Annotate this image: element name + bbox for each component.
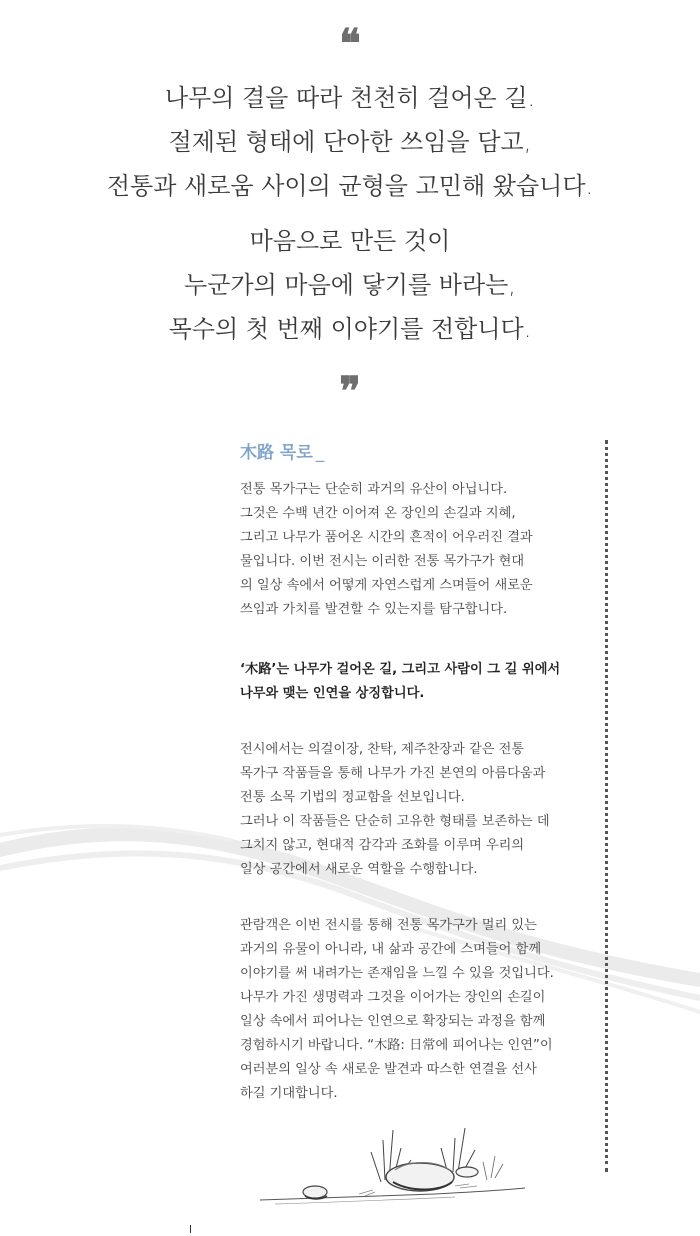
- poem-line: 전통과 새로움 사이의 균형을 고민해 왔습니다.: [106, 172, 594, 200]
- vertical-dotted-divider: [605, 440, 608, 1172]
- stones-and-grass-illustration: [255, 1120, 530, 1210]
- poem-stanza-2: [0, 219, 700, 351]
- poem-line: 마음으로 만든 것이: [249, 227, 451, 255]
- poem-stanza-1: [0, 76, 700, 208]
- paragraph-1: [240, 478, 560, 622]
- paragraph-line: 그러나 이 작품들은 단순히 고유한 형태를 보존하는 데: [240, 814, 550, 829]
- paragraph-line: 일상 공간에서 새로운 역할을 수행합니다.: [240, 862, 478, 877]
- poem-line: 절제된 형태에 단아한 쓰임을 담고,: [168, 128, 532, 156]
- poem-line: 나무의 결을 따라 천천히 걸어온 길.: [164, 84, 536, 112]
- paragraph-line: 과거의 유물이 아니라, 내 삶과 공간에 스며들어 함께: [240, 942, 542, 957]
- paragraph-line: 이야기를 써 내려가는 존재임을 느낄 수 있을 것입니다.: [240, 966, 554, 981]
- closing-quote-icon: ❞: [339, 368, 361, 415]
- page-tick-mark: [190, 1225, 191, 1233]
- paragraph-4: [240, 914, 560, 1106]
- paragraph-line: ‘木路’는 나무가 걸어온 길, 그리고 사람이 그 길 위에서: [240, 662, 561, 677]
- paragraph-line: 일상 속에서 피어나는 인연으로 확장되는 과정을 함께: [240, 1014, 546, 1029]
- paragraph-line: 여러분의 일상 속 새로운 발견과 따스한 연결을 선사: [240, 1062, 537, 1077]
- paragraph-line: 나무가 가진 생명력과 그것을 이어가는 장인의 손길이: [240, 990, 546, 1005]
- paragraph-line: 그리고 나무가 품어온 시간의 흔적이 어우러진 결과: [240, 530, 533, 545]
- paragraph-line: 쓰임과 가치를 발견할 수 있는지를 탐구합니다.: [240, 602, 508, 617]
- paragraph-line: 전통 소목 기법의 정교함을 선보입니다.: [240, 790, 465, 805]
- paragraph-line: 의 일상 속에서 어떻게 자연스럽게 스며들어 새로운: [240, 578, 533, 593]
- paragraph-line: 관람객은 이번 전시를 통해 전통 목가구가 멀리 있는: [240, 918, 537, 933]
- paragraph-3: [240, 738, 560, 882]
- opening-quote-icon: ❝: [339, 20, 361, 67]
- paragraph-line: 전시에서는 의걸이장, 찬탁, 제주찬장과 같은 전통: [240, 742, 525, 757]
- section-title-suffix: _: [315, 443, 325, 463]
- poem-line: 누군가의 마음에 닿기를 바라는,: [184, 271, 516, 299]
- paragraph-line: 목가구 작품들을 통해 나무가 가진 본연의 아름다움과: [240, 766, 546, 781]
- paragraph-line: 그것은 수백 년간 이어져 온 장인의 손길과 지혜,: [240, 506, 516, 521]
- paragraph-line: 하길 기대합니다.: [240, 1086, 338, 1101]
- poem-line: 목수의 첫 번째 이야기를 전합니다.: [168, 315, 532, 343]
- section-title: [240, 438, 324, 463]
- paragraph-line: 그치지 않고, 현대적 감각과 조화를 이루며 우리의: [240, 838, 525, 853]
- paragraph-line: 나무와 맺는 인연을 상징합니다.: [240, 686, 425, 701]
- paragraph-line: 물입니다. 이번 전시는 이러한 전통 목가구가 현대: [240, 554, 525, 569]
- section-title-text: 木路 목로: [240, 443, 313, 463]
- paragraph-line: 경험하시기 바랍니다. “木路: 日常에 피어나는 인연”이: [240, 1038, 553, 1053]
- paragraph-line: 전통 목가구는 단순히 과거의 유산이 아닙니다.: [240, 482, 508, 497]
- paragraph-2-highlight: [240, 658, 560, 706]
